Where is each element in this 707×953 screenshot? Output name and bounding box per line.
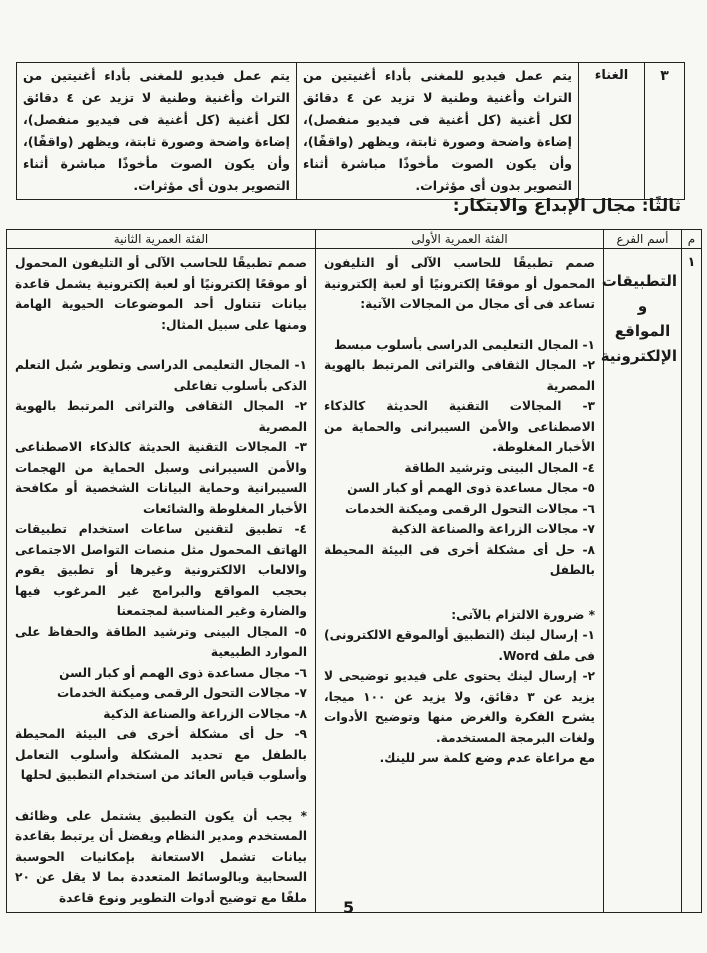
group2-description: [7, 249, 316, 913]
list-item: ٣- المجالات التقنية الحديثة كالذكاء الاصطناعى والأمن السيبرانى وسبل الحماية من الهجمات السيبرانية وحماية البيانات الشخصية أو مكافحة الأخبار المغلوطة والشائعات: [15, 440, 307, 516]
requirements-heading: * ضرورة الالتزام بالآتى:: [451, 607, 595, 622]
branch-line: التطبيقات: [601, 272, 677, 290]
header-number: م: [682, 230, 702, 249]
list-item: ٥- المجال البينى وترشيد الطاقة والحفاظ على الموارد الطبيعية: [15, 624, 307, 659]
list-item: ١- المجال التعليمى الدراسى بأسلوب مبسط: [334, 337, 595, 352]
branch-line: المواقع: [614, 322, 671, 340]
note: مع مراعاة عدم وضع كلمة سر للينك.: [379, 751, 595, 765]
list-item: ٦- مجالات التحول الرقمى وميكنة الخدمات: [345, 501, 595, 516]
list-item: ٢- إرسال لينك يحتوى على فيديو توضيحى لا يزيد عن ٣ دقائق، ولا يزيد عن ١٠٠ ميجا، يشرح الفكرة والغرض منها وتوضيح الأدوات ولغات البرمجة المستخدمة.: [324, 669, 595, 745]
branch-line: و: [637, 297, 648, 315]
header-branch: أسم الفرع: [604, 230, 682, 249]
list-item: ٢- المجال الثقافى والتراثى المرتبط بالهوية المصرية: [324, 358, 595, 393]
list-item: ٤- المجال البينى وترشيد الطاقة: [404, 460, 595, 475]
creativity-table: [6, 229, 702, 913]
note: * يجب أن يكون التطبيق يشتمل على وظائف المستخدم ومدير النظام ويفضل أن يرتبط بقاعدة بيانات تشمل الاستعانة بإمكانيات الحوسبة السحابية وبالوسائط المتعددة بما لا يقل عن ٢٠ ملفًا مع توضيح أدوات التطوير ونوع قاعدة: [15, 808, 307, 905]
header-group2: الفئة العمرية الثانية: [7, 230, 316, 249]
table-row: [17, 63, 685, 200]
list-item: ٥- مجال مساعدة ذوى الهمم أو كبار السن: [347, 481, 595, 495]
row-number: ١: [682, 249, 702, 913]
header-group1: الفئة العمرية الأولى: [316, 230, 604, 249]
group2-description: يتم عمل فيديو للمغنى بأداء أغنيتين من التراث وأغنية وطنية لا تزيد عن ٤ دقائق لكل أغنية (كل أغنية فى فيديو منفصل)، إضاءة واضحة وصورة ثابتة، ويظهر (واقفًا)، وأن يكون الصوت مأخوذًا مباشرة أثناء التصوير بدون أى مؤثرات.: [17, 63, 297, 200]
list-item: ١- المجال التعليمى الدراسى وتطوير سُبل التعلم الذكى بأسلوب تفاعلى: [15, 358, 307, 393]
singing-row-table: [16, 62, 685, 200]
list-item: ٤- تطبيق لتقنين ساعات استخدام تطبيقات الهاتف المحمول مثل منصات التواصل الاجتماعى والالعاب الالكترونية وغيرها أو تطبيق يقوم بحجب المواقع والبرامج غير المرغوب فيها والضارة وغير المناسبة لمجتمعنا: [15, 522, 307, 618]
branch-name: الغناء: [579, 63, 645, 200]
list-item: ٨- مجالات الزراعة والصناعة الذكية: [103, 706, 307, 721]
page-number: 5: [343, 898, 355, 917]
intro-paragraph: صمم تطبيقًا للحاسب الآلى أو التليفون المحمول أو موقعًا إلكترونيًا أو لعبة إلكترونية يشمل قاعدة بيانات تتناول أحد الموضوعات الحيوية الهامة ومنها على سبيل المثال:: [15, 256, 307, 332]
branch-name: [600, 249, 682, 913]
list-item: ٧- مجالات التحول الرقمى وميكنة الخدمات: [57, 686, 307, 700]
table-header-row: [7, 230, 702, 249]
list-item: ٩- حل أى مشكلة أخرى فى البيئة المحيطة بالطفل مع تحديد المشكلة وأسلوب التعامل وأسلوب قياس العائد من استخدام التطبيق لحلها: [15, 727, 307, 782]
list-item: ١- إرسال لينك (التطبيق أوالموقع الالكترونى) فى ملف Word.: [324, 628, 595, 663]
branch-line: الإلكترونية: [600, 347, 677, 365]
group1-description: [316, 249, 604, 913]
group1-description: يتم عمل فيديو للمغنى بأداء أغنيتين من التراث وأغنية وطنية لا تزيد عن ٤ دقائق لكل أغنية (كل أغنية فى فيديو منفصل)، إضاءة واضحة وصورة ثابتة، ويظهر (واقفًا)، وأن يكون الصوت مأخوذًا مباشرة أثناء التصوير بدون أى مؤثرات.: [297, 63, 579, 200]
intro-paragraph: صمم تطبيقًا للحاسب الآلى أو التليفون المحمول أو موقعًا إلكترونيًا أو لعبة إلكترونية تساعد فى أى مجال من المجالات الآتية:: [324, 256, 595, 311]
table-row: [7, 249, 702, 913]
list-item: ٧- مجالات الزراعة والصناعة الذكية: [391, 522, 595, 536]
list-item: ٦- مجال مساعدة ذوى الهمم أو كبار السن: [59, 665, 307, 680]
list-item: ٨- حل أى مشكلة أخرى فى البيئة المحيطة بالطفل: [324, 542, 595, 577]
section-title: ثالثًا: مجال الإبداع والابتكار:: [452, 196, 681, 216]
list-item: ٢- المجال الثقافى والتراثى المرتبط بالهوية المصرية: [15, 399, 307, 434]
list-item: ٣- المجالات التقنية الحديثة كالذكاء الاصطناعى والأمن السيبرانى والحماية من الأخبار المغلوطة.: [324, 399, 595, 454]
row-number: ٣: [645, 63, 685, 200]
